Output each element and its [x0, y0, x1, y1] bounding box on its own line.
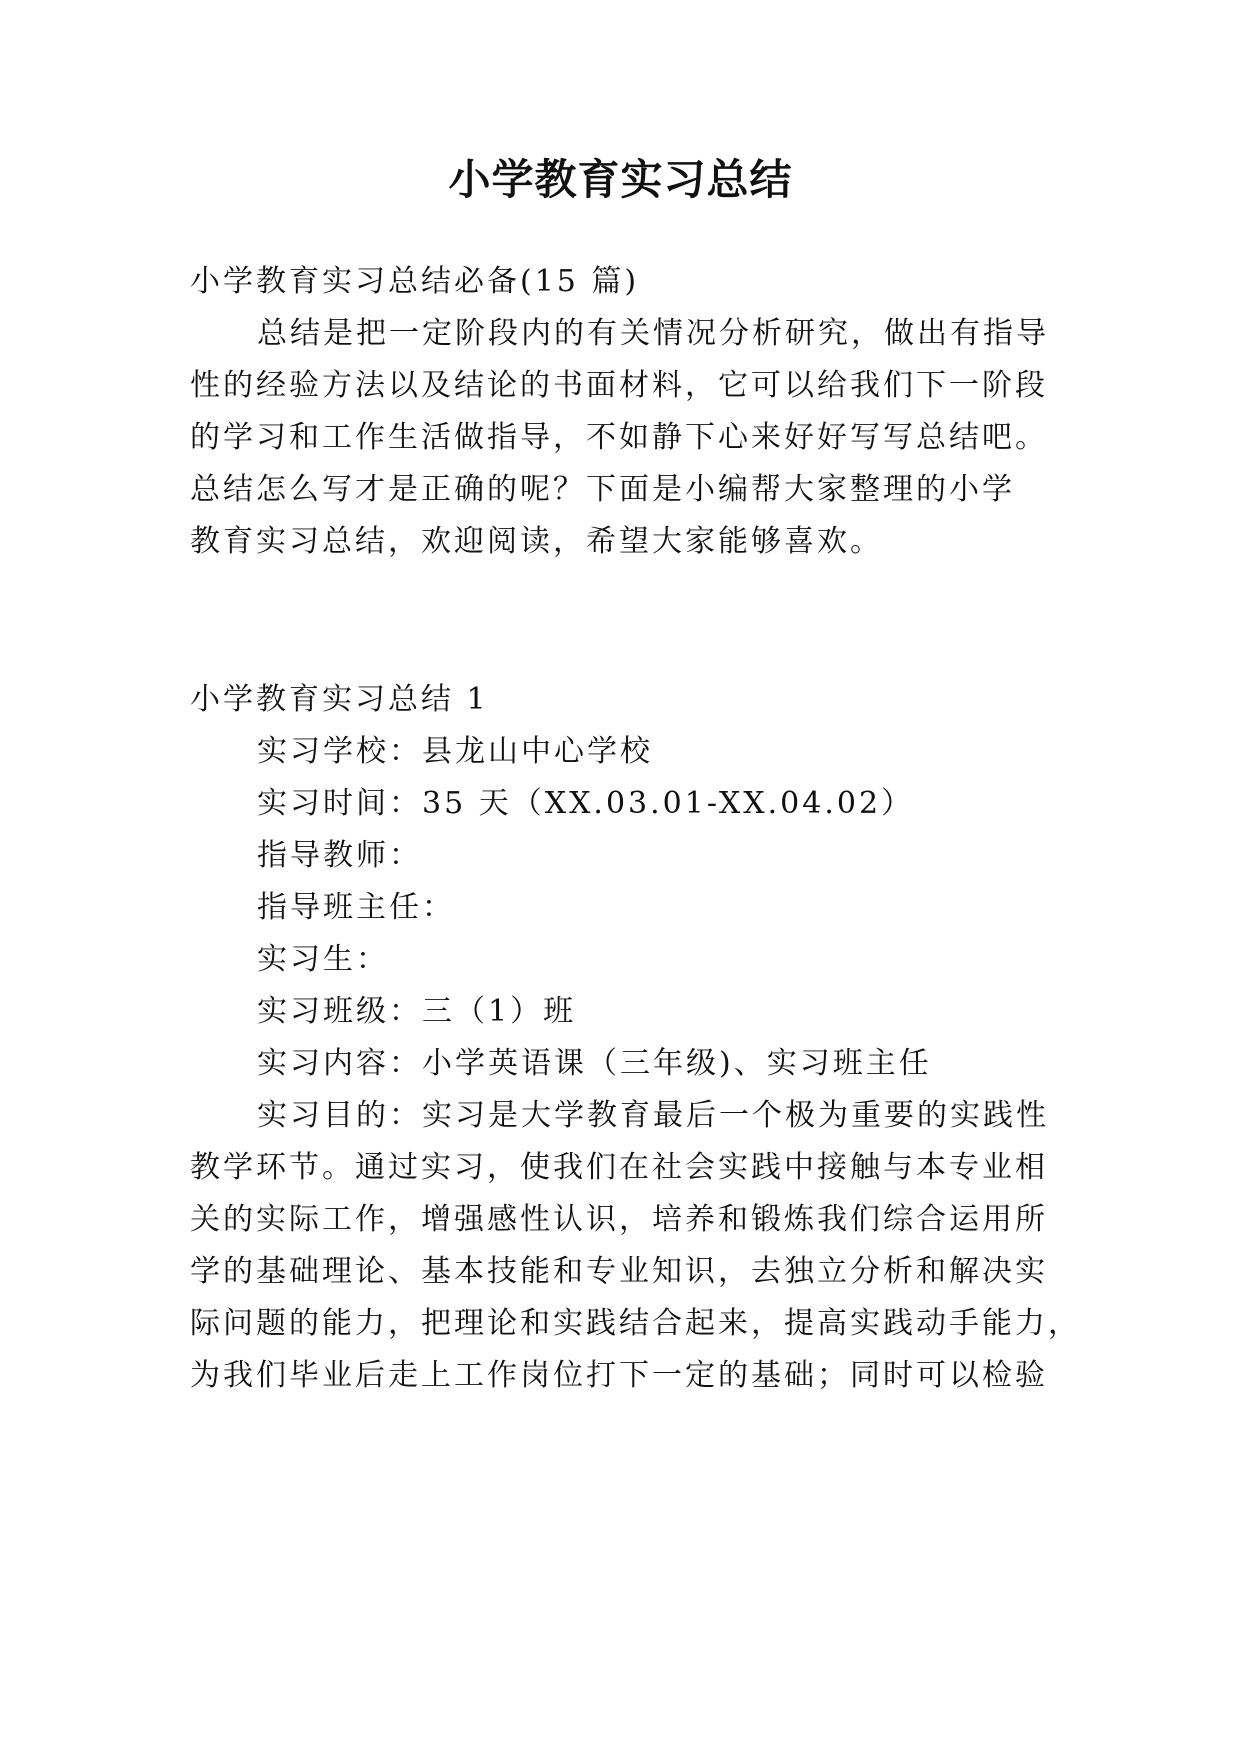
intro-line-3: 的学习和工作生活做指导，不如静下心来好好写写总结吧。 — [190, 420, 1048, 455]
intro-line-4: 总结怎么写才是正确的呢？下面是小编帮大家整理的小学 — [190, 472, 1015, 507]
purpose-line-3: 关的实际工作，增强感性认识，培养和锻炼我们综合运用所 — [190, 1202, 1048, 1237]
field-school: 实习学校：县龙山中心学校 — [257, 734, 653, 769]
purpose-line-4: 学的基础理论、基本技能和专业知识，去独立分析和解决实 — [190, 1254, 1048, 1289]
document-title: 小学教育实习总结 — [448, 155, 793, 204]
intro-line-2: 性的经验方法以及结论的书面材料，它可以给我们下一阶段 — [190, 368, 1048, 403]
field-supervisor: 指导教师： — [257, 838, 422, 873]
intro-line-5: 教育实习总结，欢迎阅读，希望大家能够喜欢。 — [190, 524, 883, 559]
field-content: 实习内容：小学英语课（三年级)、实习班主任 — [257, 1046, 932, 1081]
field-class: 实习班级：三（1）班 — [257, 994, 577, 1029]
purpose-line-1: 实习目的：实习是大学教育最后一个极为重要的实践性 — [257, 1098, 1049, 1133]
document-subtitle: 小学教育实习总结必备(15 篇) — [190, 264, 640, 299]
purpose-line-5: 际问题的能力，把理论和实践结合起来，提高实践动手能力， — [190, 1306, 1081, 1341]
purpose-line-2: 教学环节。通过实习，使我们在社会实践中接触与本专业相 — [190, 1150, 1048, 1185]
purpose-line-6: 为我们毕业后走上工作岗位打下一定的基础；同时可以检验 — [190, 1358, 1048, 1393]
section-1-heading: 小学教育实习总结 1 — [190, 682, 489, 717]
field-period: 实习时间：35 天（XX.03.01-XX.04.02） — [257, 786, 915, 821]
field-intern: 实习生： — [257, 942, 389, 977]
intro-line-1: 总结是把一定阶段内的有关情况分析研究，做出有指导 — [257, 316, 1049, 351]
field-class-teacher: 指导班主任： — [257, 890, 455, 925]
